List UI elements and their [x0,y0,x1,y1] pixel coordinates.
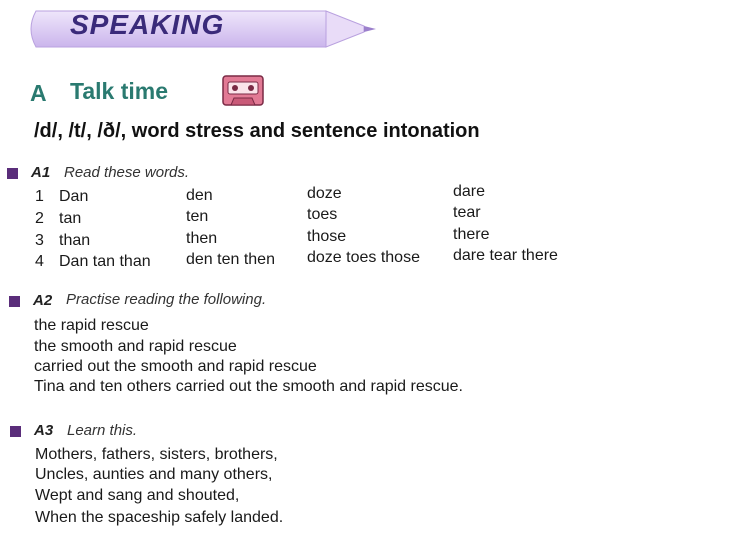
a1-number: A1 [31,164,51,181]
a1-word: there [453,226,490,243]
a1-word: den [186,187,213,204]
a1-word: Dan [59,188,89,205]
a3-line: When the spaceship safely landed. [35,509,284,526]
a1-word: doze [307,185,342,202]
a1-row-number: 2 [35,210,44,227]
a1-marker [7,168,18,179]
a2-number: A2 [33,292,53,309]
a1-word: tan [59,210,82,227]
a2-line: carried out the smooth and rapid rescue [34,358,317,375]
section-letter: A [30,80,47,106]
a1-word: dare tear there [453,247,558,264]
a3-instruction: Learn this. [67,422,138,439]
a2-line: the smooth and rapid rescue [34,338,237,355]
a1-word: doze toes those [307,249,420,266]
topic-title: /d/, /t/, /ð/, word stress and sentence intonation [34,120,480,142]
a3-marker [10,426,21,437]
a3-line: Wept and sang and shouted, [35,487,240,504]
a2-line: Tina and ten others carried out the smooth and rapid rescue. [34,378,463,395]
a1-word: den ten then [186,251,275,268]
a1-word: Dan tan than [59,253,151,270]
a2-instruction: Practise reading the following. [66,291,267,308]
section-title: Talk time [70,78,168,104]
a3-line: Mothers, fathers, sisters, brothers, [35,446,278,463]
a2-line: the rapid rescue [34,317,149,334]
a1-row-number: 1 [35,188,44,205]
a1-row-number: 4 [35,253,44,270]
a1-word: tear [453,204,481,221]
a1-word: dare [453,183,486,200]
cassette-tape-icon [222,75,264,106]
a1-row-number: 3 [35,232,44,249]
a2-marker [9,296,20,307]
a1-word: then [186,230,218,247]
a1-word: ten [186,208,209,225]
a3-number: A3 [34,422,54,439]
a1-word: those [307,228,347,245]
banner-title: SPEAKING [70,9,225,40]
a1-word: toes [307,206,338,223]
a1-word: than [59,232,91,249]
a1-instruction: Read these words. [64,164,190,181]
a3-line: Uncles, aunties and many others, [35,466,273,483]
